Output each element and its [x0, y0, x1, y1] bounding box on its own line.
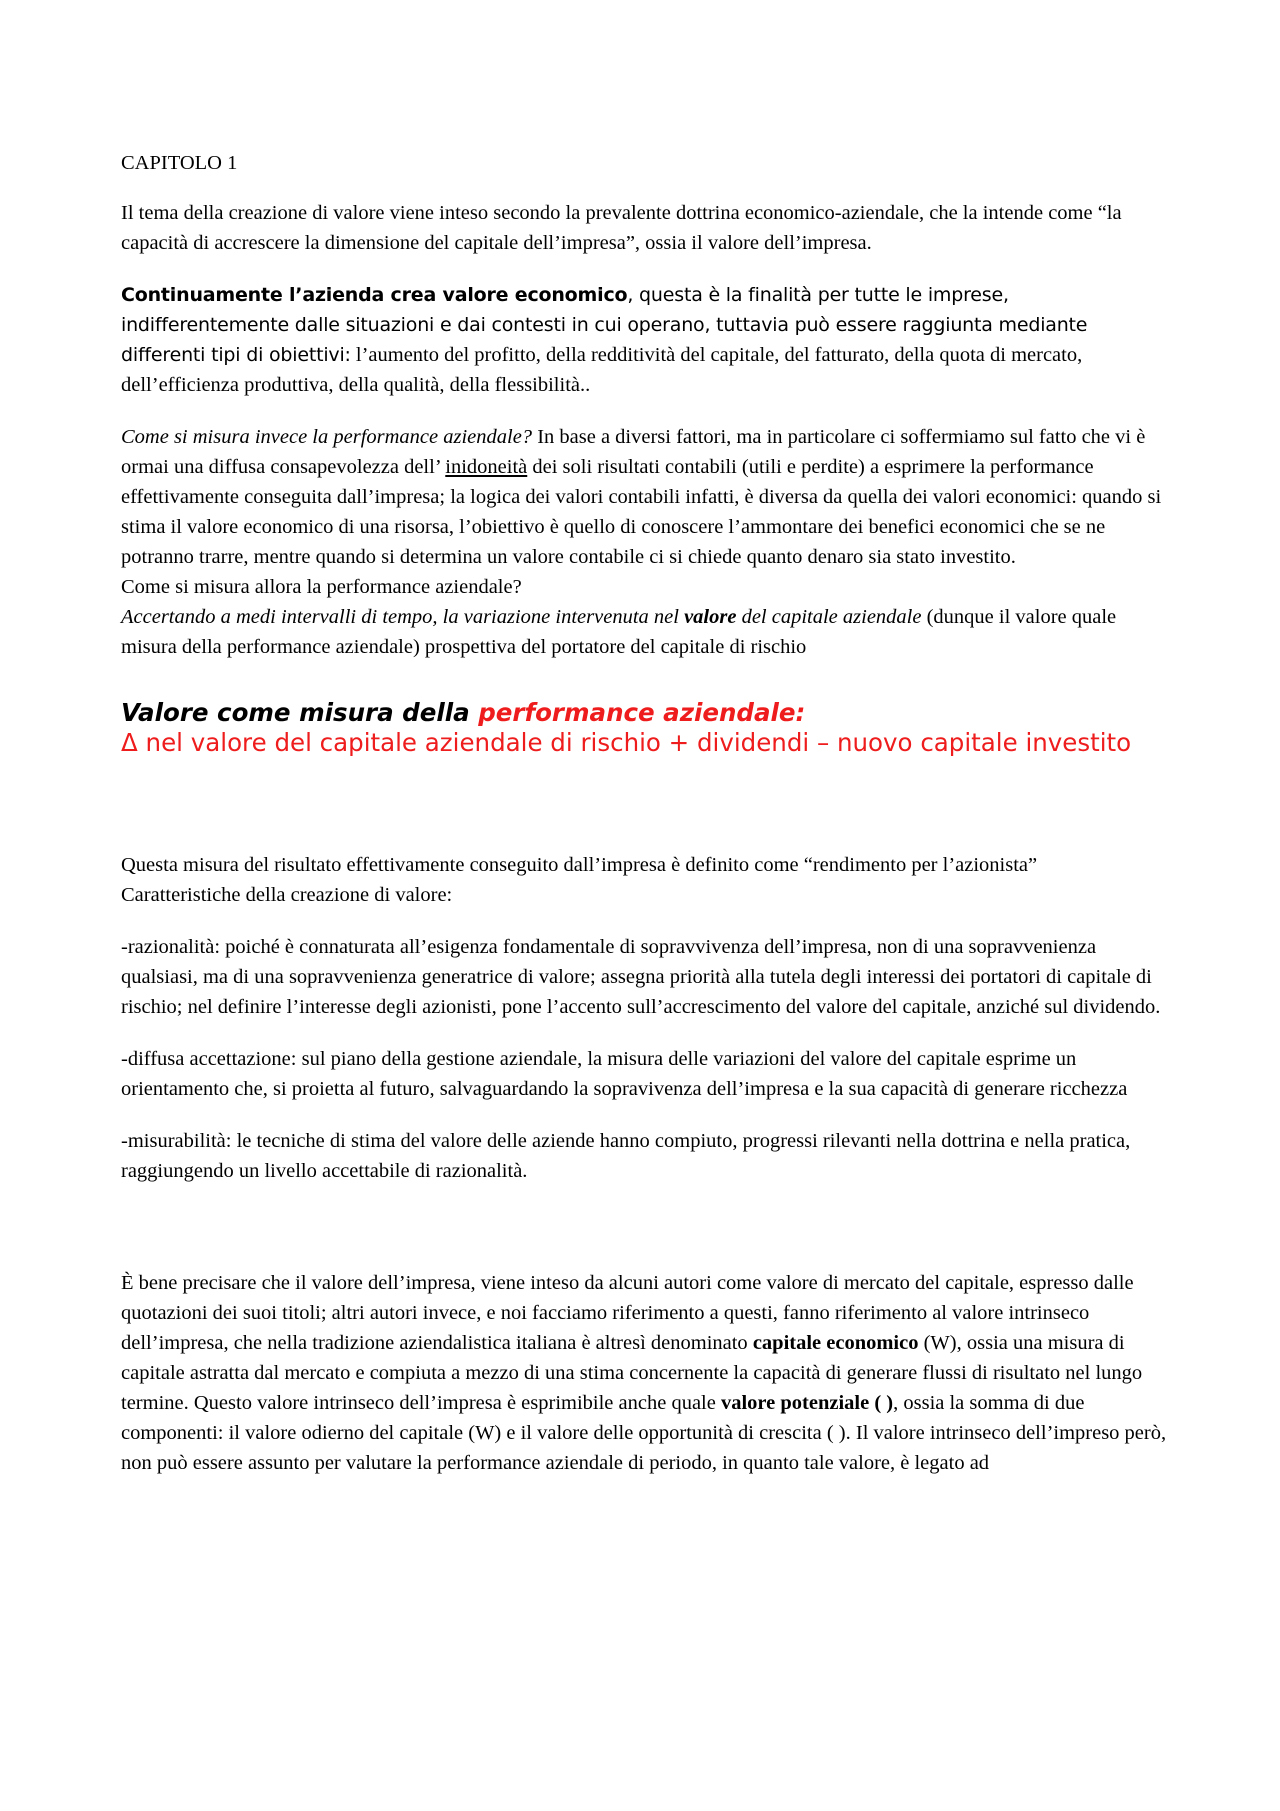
text-span: In base a diversi fattori, ma in particolare ci soffermiamo sul fatto che vi è ormai una diffusa consapevolezza dell’ [121, 426, 1146, 478]
paragraph-intro: Il tema della creazione di valore viene inteso secondo la prevalente dottrina economico-aziendale, che la intende come “la capacità di accrescere la dimensione del capitale dell’impresa”, ossia il valore dell’impresa. [121, 202, 1122, 254]
bold-lead: Continuamente l’azienda crea valore economico [121, 284, 628, 306]
characteristic-rationality: -razionalità: poiché è connaturata all’esigenza fondamentale di sopravvivenza dell’impresa, non di una sopravvenienza qualsiasi, ma di una sopravvenienza generatrice di valore; assegna priorità alla tutela degli interessi dei portatori di capitale di rischio; nel definire l’interesse degli azionisti, pone l’accento sull’accrescimento del valore del capitale, anziché sul dividendo. [121, 936, 1161, 1018]
paragraph-answer [121, 602, 1171, 662]
bold-term: valore potenziale ( ) [720, 1392, 894, 1414]
paragraph-value-creation [121, 280, 1171, 400]
text-span: (dunque il valore quale misura della performance aziendale) prospettiva del portatore del capitale di rischio [121, 606, 1117, 658]
underlined-word: inidoneità [445, 456, 528, 478]
paragraph-performance [121, 422, 1171, 572]
paragraph-shareholder-return: Questa misura del risultato effettivamente conseguito dall’impresa è definito come “rendimento per l’azionista” [121, 854, 1038, 876]
italic-answer [121, 606, 921, 628]
document-page [121, 148, 1171, 1478]
text-span: (W), ossia una misura di capitale astratta dal mercato e compiuta a mezzo di una stima concernente la capacità di generare flussi di risultato nel lungo termine. Questo valore intrinseco dell’impresa è esprimibile anche quale [121, 1332, 1143, 1414]
text-span: , ossia la somma di due componenti: il valore odierno del capitale (W) e il valore delle opportunità di crescita ( ). Il valore intrinseco dell’impreso però, non può essere assunto per valutare la performance aziendale di periodo, in quanto tale valore, è legato ad [121, 1392, 1167, 1474]
chapter-title: CAPITOLO 1 [121, 152, 238, 174]
heading-red: performance aziendale: [478, 698, 806, 727]
section-heading [121, 698, 1171, 758]
text-span: dei soli risultati contabili (utili e perdite) a esprimere la performance effettivamente conseguita dall’impresa; la logica dei valori contabili infatti, è diversa da quella dei valori economici: quando si stima il valore economico di una risorsa, l’obiettivo è quello di conoscere l’ammontare dei benefici economici che se ne potranno trarre, mentre quando si determina un valore contabile ci si chiede quanto denaro sia stato investito. [121, 456, 1162, 568]
text-span: Accertando a medi intervalli di tempo, la variazione intervenuta nel [121, 606, 685, 628]
characteristics-title: Caratteristiche della creazione di valore: [121, 884, 453, 906]
bold-term: capitale economico [752, 1332, 919, 1354]
serif-text: l’aumento del profitto, della redditività del capitale, del fatturato, della quota di mercato, dell’efficienza produttiva, della qualità, della flessibilità.. [121, 344, 1083, 396]
bold-word: valore [684, 606, 737, 628]
characteristic-measurability: -misurabilità: le tecniche di stima del valore delle aziende hanno compiuto, progressi rilevanti nella dottrina e nella pratica, raggiungendo un livello accettabile di razionalità. [121, 1130, 1131, 1182]
text-span: È bene precisare che il valore dell’impresa, viene inteso da alcuni autori come valore di mercato del capitale, espresso dalle quotazioni dei suoi titoli; altri autori invece, e noi facciamo riferimento a questi, fanno riferimento al valore intrinseco dell’impresa, che nella tradizione aziendalistica italiana è altresì denominato [121, 1272, 1134, 1354]
sans-text: , questa è la finalità per tutte le imprese, indifferentemente dalle situazioni e dai contesti in cui operano, tuttavia può essere raggiunta mediante differenti tipi di obiettivi: [121, 284, 1088, 366]
characteristic-acceptance: -diffusa accettazione: sul piano della gestione aziendale, la misura delle variazioni del valore del capitale esprime un orientamento che, si proietta al futuro, salvaguardando la sopravivenza dell’impresa e la sua capacità di generare ricchezza [121, 1048, 1128, 1100]
text-span: del capitale aziendale [736, 606, 922, 628]
italic-question: Come si misura invece la performance aziendale? [121, 426, 533, 448]
question-line: Come si misura allora la performance aziendale? [121, 576, 522, 598]
paragraph-intrinsic-value [121, 1268, 1171, 1478]
heading-formula: Δ nel valore del capitale aziendale di rischio + dividendi – nuovo capitale investito [121, 728, 1132, 757]
heading-black: Valore come misura della [121, 698, 479, 727]
